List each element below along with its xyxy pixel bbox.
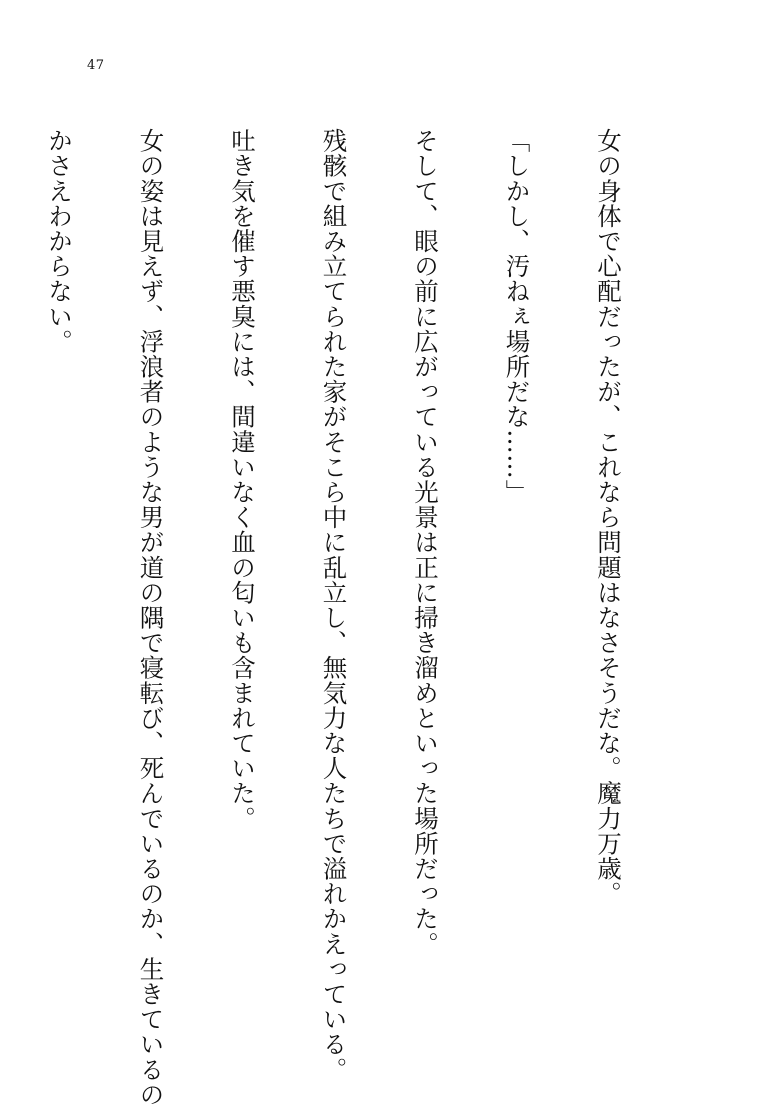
text-line: かさえわからない。 [45, 128, 74, 354]
text-line: そして、眼の前に広がっている光景は正に掃き溜めといった場所だった。 [411, 128, 440, 957]
text-line: 「しかし、汚ねぇ場所だな……」 [502, 128, 532, 505]
novel-body-text [0, 128, 684, 1107]
text-line: 残骸で組み立てられた家がそこら中に乱立し、無気力な人たちで溢れかえっている。 [319, 128, 349, 1082]
text-line: 吐き気を催す悪臭には、間違いなく血の匂いも含まれていた。 [228, 128, 257, 831]
text-line: 女の身体で心配だったが、これなら問題はなさそうだな。魔力万歳。 [594, 128, 623, 907]
page-number: 47 [87, 58, 105, 73]
text-line: 女の姿は見えず、浮浪者のような男が道の隅で寝転び、死んでいるのか、生きているの [136, 128, 166, 1107]
